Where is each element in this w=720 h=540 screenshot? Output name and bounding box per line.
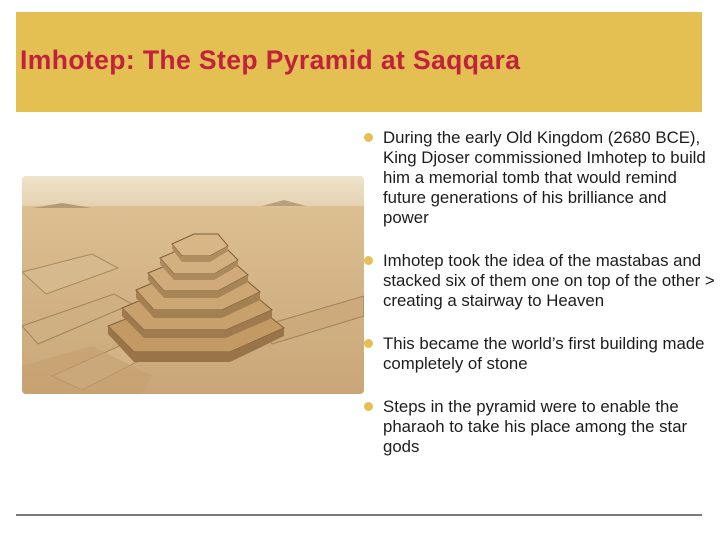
bullet-list (364, 128, 716, 480)
bullet-text: During the early Old Kingdom (2680 BCE), King Djoser commissioned Imhotep to build him a memorial tomb that would remind future generations of his brilliance and power (383, 128, 706, 227)
bullet-marker (364, 133, 373, 142)
title-band (16, 12, 702, 112)
bullet-item (364, 128, 716, 228)
bullet-text: Imhotep took the idea of the mastabas and stacked six of them one on top of the other > creating a stairway to Heaven (383, 251, 715, 310)
bullet-marker (364, 339, 373, 348)
slide-title: Imhotep: The Step Pyramid at Saqqara (20, 45, 521, 75)
bullet-item (364, 251, 716, 311)
bullet-item (364, 397, 716, 457)
bullet-marker (364, 402, 373, 411)
bullet-marker (364, 256, 373, 265)
step-pyramid-photo (22, 176, 364, 394)
bullet-text: This became the world’s first building made completely of stone (383, 334, 705, 373)
bottom-divider (16, 514, 702, 516)
bullet-item (364, 334, 716, 374)
bullet-text: Steps in the pyramid were to enable the pharaoh to take his place among the star gods (383, 397, 688, 456)
